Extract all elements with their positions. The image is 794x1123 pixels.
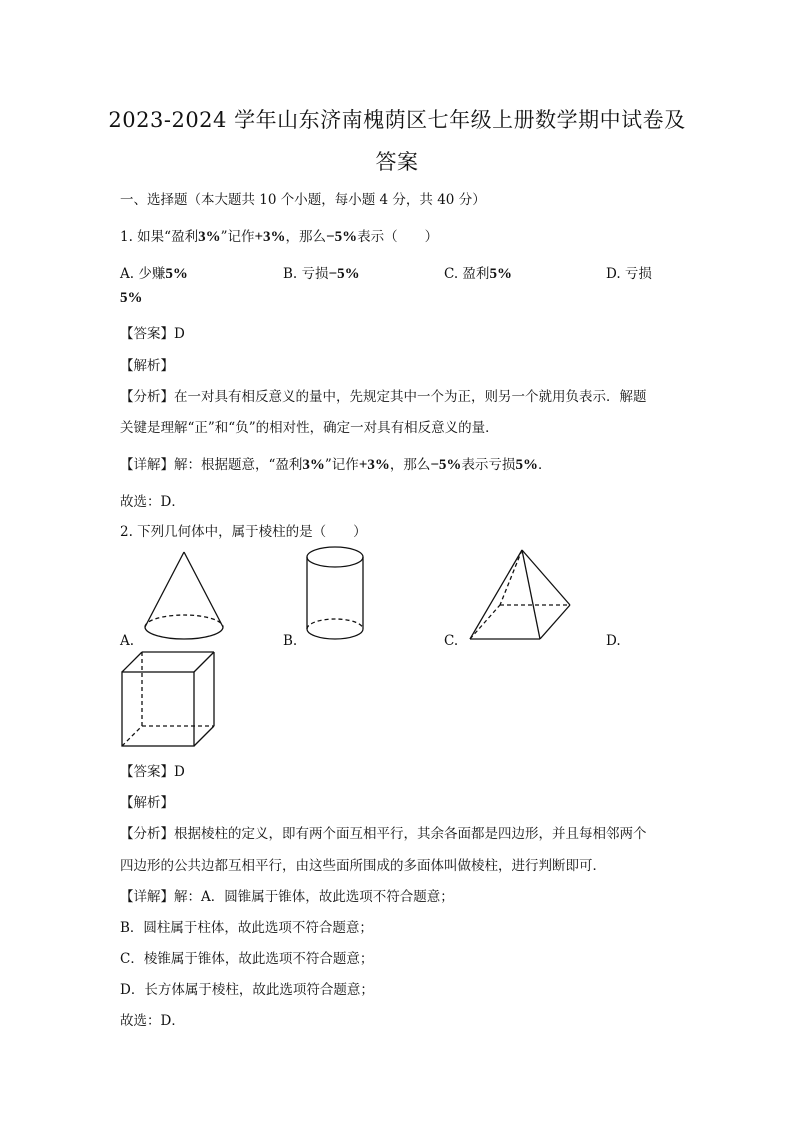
cone-right-edge <box>184 552 223 627</box>
q1-detail-text-a: 【详解】解：根据题意，“盈利 <box>120 457 303 473</box>
q1-option-a-label: A. 少赚 <box>120 266 166 282</box>
q1-analysis-line1: 【分析】在一对具有相反意义的量中，先规定其中一个为正，则另一个就用负表示．解题 <box>120 389 647 405</box>
q1-stem-text-b: ”记作 <box>220 229 255 245</box>
q2-analysis-heading: 【解析】 <box>120 795 174 811</box>
document-title-line1: 2023-2024 学年山东济南槐荫区七年级上册数学期中试卷及 <box>108 108 686 132</box>
cuboid-top-right-edge <box>194 652 214 672</box>
q1-option-a-value: 5% <box>165 266 188 282</box>
cuboid-bottom-right-edge <box>194 726 214 746</box>
q1-stem-text-c: ，那么 <box>285 229 327 245</box>
cone-base-back <box>145 615 223 627</box>
cylinder-figure <box>302 543 370 647</box>
q1-detail-text-d: 表示亏损 <box>461 457 516 473</box>
q2-detail-line3: C．棱锥属于锥体，故此选项不符合题意； <box>120 951 374 967</box>
pyramid-base-right <box>540 605 570 639</box>
q1-choose: 故选：D． <box>120 494 185 510</box>
q2-detail-line1: 【详解】解：A．圆锥属于锥体，故此选项不符合题意； <box>120 889 454 905</box>
q2-option-d: D. <box>606 633 621 649</box>
cylinder-top <box>307 547 363 567</box>
q1-option-c-label: C. 盈利 <box>444 266 490 282</box>
q2-option-c: C. <box>444 633 459 649</box>
q1-option-c-value: 5% <box>489 266 512 282</box>
q2-answer: 【答案】D <box>120 764 185 780</box>
q1-detail-math-1: 3% <box>302 457 325 473</box>
q2-detail-line2: B．圆柱属于柱体，故此选项不符合题意； <box>120 920 373 936</box>
q1-detail-math-2: +3% <box>358 457 390 473</box>
q1-option-b-value: −5% <box>328 266 360 282</box>
pyramid-edge-left <box>470 550 522 639</box>
q1-detail-text-e: ． <box>537 457 552 473</box>
q1-stem <box>120 225 438 246</box>
pyramid-figure <box>466 546 574 644</box>
q2-analysis-line2: 四边形的公共边都互相平行，由这些面所围成的多面体叫做棱柱，进行判断即可． <box>120 858 606 874</box>
q1-option-b <box>283 262 360 283</box>
q1-stem-text-d: 表示（ ） <box>357 229 439 245</box>
q1-stem-math-3: −5% <box>326 229 358 245</box>
pyramid-edge-right <box>522 550 570 605</box>
q1-option-d-value: 5% <box>120 290 143 306</box>
q2-option-b: B. <box>283 633 298 649</box>
q1-analysis-heading: 【解析】 <box>120 358 174 374</box>
cylinder-base-back <box>307 619 363 629</box>
q2-choose: 故选：D． <box>120 1013 185 1029</box>
q2-option-a: A. <box>120 633 135 649</box>
q1-answer: 【答案】D <box>120 326 185 342</box>
q1-option-d-label: D. 亏损 <box>606 266 652 282</box>
q2-stem: 2. 下列几何体中，属于棱柱的是（ ） <box>120 524 367 540</box>
q1-option-a <box>120 262 188 283</box>
q1-analysis-line2: 关键是理解“正”和“负”的相对性，确定一对具有相反意义的量． <box>120 420 499 436</box>
cuboid-figure <box>118 648 220 752</box>
cuboid-hidden-left <box>122 726 142 746</box>
pyramid-edge-front <box>522 550 540 639</box>
q1-stem-math-1: 3% <box>198 229 221 245</box>
q1-detail <box>120 453 551 474</box>
q2-detail-line4: D．长方体属于棱柱，故此选项符合题意； <box>120 982 374 998</box>
q1-stem-text-a: 1. 如果“盈利 <box>120 229 199 245</box>
q1-stem-math-2: +3% <box>254 229 286 245</box>
q1-detail-text-c: ，那么 <box>389 457 431 473</box>
q1-detail-math-3: −5% <box>430 457 462 473</box>
pyramid-edge-back <box>500 550 522 605</box>
document-title-line2: 答案 <box>375 150 419 174</box>
cone-figure <box>140 548 230 644</box>
q2-analysis-line1: 【分析】根据棱柱的定义，即有两个面互相平行，其余各面都是四边形，并且每相邻两个 <box>120 826 647 842</box>
cylinder-base-front <box>307 629 363 639</box>
cuboid-top-left-edge <box>122 652 142 672</box>
q1-detail-text-b: ”记作 <box>324 457 359 473</box>
cone-base-front <box>145 627 223 639</box>
q1-option-b-label: B. 亏损 <box>283 266 329 282</box>
pyramid-base-left <box>470 605 500 639</box>
q1-option-c <box>444 262 512 283</box>
q1-detail-math-4: 5% <box>515 457 538 473</box>
section-heading: 一、选择题（本大题共 10 个小题，每小题 4 分，共 40 分） <box>120 192 486 208</box>
